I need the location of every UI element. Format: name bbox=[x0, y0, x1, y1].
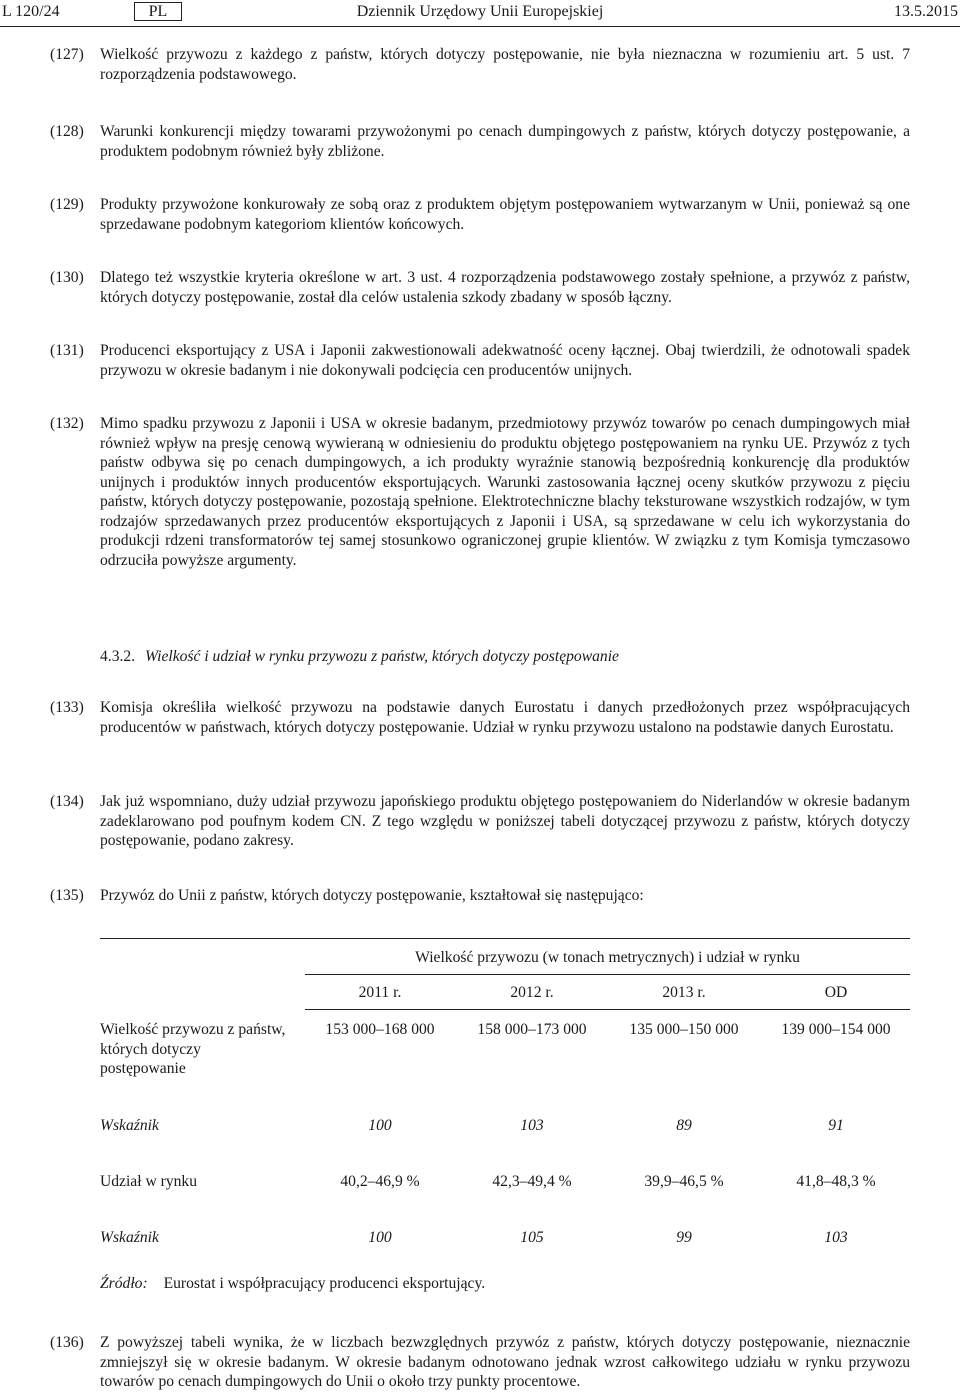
section-number: 4.3.2. bbox=[100, 648, 136, 665]
paragraph-number: (133) bbox=[50, 699, 84, 716]
table-cell: 42,3–49,4 % bbox=[492, 1173, 572, 1190]
page-header bbox=[0, 0, 960, 27]
table-cell: 158 000–173 000 bbox=[477, 1021, 587, 1038]
source-label: Źródło: bbox=[100, 1275, 148, 1292]
paragraph-text: Jak już wspomniano, duży udział przywozu japońskiego produktu objętego postępowaniem do Niderlandów w okresie badanym zadeklarowano pod poufnym kodem CN. Z tego względu w poniższej tabeli dotyczącej przywozu z państw, których dotyczy postępowanie, podano zakresy. bbox=[100, 793, 910, 849]
paragraph-number: (134) bbox=[50, 793, 84, 810]
paragraph-number: (130) bbox=[50, 269, 84, 286]
publication-date: 13.5.2015 bbox=[894, 3, 958, 20]
paragraph-text: Warunki konkurencji między towarami przywożonymi po cenach dumpingowych z państw, których dotyczy postępowanie, a produktem podobnym również były zbliżone. bbox=[100, 123, 910, 160]
table-cell: 99 bbox=[676, 1229, 692, 1246]
paragraph-134 bbox=[50, 792, 910, 851]
paragraph-text: Komisja określiła wielkość przywozu na podstawie danych Eurostatu i danych przedłożonych przez współpracujących producentów w państwach, których dotyczy postępowanie. Udział w rynku przywozu ustalono na podstawie danych Eurostatu. bbox=[100, 699, 910, 736]
paragraph-text: Z powyższej tabeli wynika, że w liczbach bezwzględnych przywóz z państw, których dotyczy postępowanie, nieznacznie zmniejszył się w okresie badanym. W okresie badanym odnotowano jednak wzrost całkowitego udziału w rynku przywozu towarów po cenach dumpingowych do Unii o około trzy punkty procentowe. bbox=[100, 1334, 910, 1390]
paragraph-129 bbox=[50, 195, 910, 234]
paragraph-128 bbox=[50, 122, 910, 161]
paragraph-text: Przywóz do Unii z państw, których dotyczy postępowanie, kształtował się następująco: bbox=[100, 887, 644, 904]
source-text: Eurostat i współpracujący producenci eksportujący. bbox=[163, 1275, 486, 1292]
column-header-2013: 2013 r. bbox=[662, 984, 706, 1001]
paragraph-131 bbox=[50, 341, 910, 380]
paragraph-text: Producenci eksportujący z USA i Japonii zakwestionowali adekwatność oceny łącznej. Obaj twierdzili, że odnotowali spadek przywozu w okresie badanym i nie dokonywali podcięcia cen producentów unijnych. bbox=[100, 342, 910, 379]
column-header-od: OD bbox=[824, 984, 848, 1001]
table-cell: 103 bbox=[824, 1229, 848, 1246]
language-badge: PL bbox=[134, 2, 182, 21]
paragraph-number: (132) bbox=[50, 415, 84, 432]
paragraph-136 bbox=[50, 1333, 910, 1392]
paragraph-132 bbox=[50, 414, 910, 570]
table-caption: Wielkość przywozu (w tonach metrycznych) i udział w rynku bbox=[415, 949, 800, 966]
table-rule bbox=[305, 1009, 910, 1010]
page-reference: L 120/24 bbox=[2, 3, 60, 20]
table-cell: 103 bbox=[520, 1117, 544, 1134]
paragraph-130 bbox=[50, 268, 910, 307]
table-top-rule bbox=[100, 938, 910, 939]
table-cell: 100 bbox=[368, 1117, 392, 1134]
paragraph-number: (129) bbox=[50, 196, 84, 213]
paragraph-number: (127) bbox=[50, 46, 84, 63]
paragraph-text: Dlatego też wszystkie kryteria określone w art. 3 ust. 4 rozporządzenia podstawowego zostały spełnione, a przywóz z państw, których dotyczy postępowanie, został dla celów ustalenia szkody zbadany w sposób łączny. bbox=[100, 269, 910, 306]
paragraph-number: (131) bbox=[50, 342, 84, 359]
table-cell: 91 bbox=[828, 1117, 844, 1134]
table-cell: 100 bbox=[368, 1229, 392, 1246]
section-title: Wielkość i udział w rynku przywozu z państw, których dotyczy postępowanie bbox=[145, 648, 619, 665]
paragraph-number: (128) bbox=[50, 123, 84, 140]
journal-title: Dziennik Urzędowy Unii Europejskiej bbox=[356, 3, 604, 20]
table-cell: 89 bbox=[676, 1117, 692, 1134]
row-label: Wskaźnik bbox=[100, 1117, 159, 1134]
paragraph-text: Wielkość przywozu z każdego z państw, których dotyczy postępowanie, nie była nieznaczna w rozumieniu art. 5 ust. 7 rozporządzenia podstawowego. bbox=[100, 46, 910, 83]
table-cell: 105 bbox=[520, 1229, 544, 1246]
paragraph-127 bbox=[50, 45, 910, 84]
paragraph-number: (135) bbox=[50, 887, 84, 904]
table-cell: 139 000–154 000 bbox=[781, 1021, 891, 1038]
paragraph-133 bbox=[50, 698, 910, 737]
table-cell: 41,8–48,3 % bbox=[796, 1173, 876, 1190]
paragraph-135 bbox=[50, 886, 910, 906]
paragraph-text: Mimo spadku przywozu z Japonii i USA w okresie badanym, przedmiotowy przywóz towarów po cenach dumpingowych miał również wpływ na presję cenową wywieraną w odniesieniu do produktu objętego postępowaniem na rynku UE. Przywóz z tych państw odbywa się po cenach dumpingowych, a ich produkty wyraźnie stanowią bezpośrednią konkurencję dla produktów unijnych i produktów innych producentów eksportujących. Warunki zastosowania łącznej oceny skutków przywozu z pięciu państw, których dotyczy postępowanie, pozostają spełnione. Elektrotechniczne blachy teksturowane wszystkich rodzajów, w tym rodzajów sprzedawanych przez producentów eksportujących z Japonii i USA, są sprzedawane w celu ich wykorzystania do produkcji rdzeni transformatorów tej samej stosunkowo ograniczonej grupie klientów. W związku z tym Komisja tymczasowo odrzuciła powyższe argumenty. bbox=[100, 415, 910, 569]
row-label: Wskaźnik bbox=[100, 1229, 159, 1246]
table-rule bbox=[305, 974, 910, 975]
row-label: Wielkość przywozu z państw, których dotyczy postępowanie bbox=[100, 1021, 286, 1077]
paragraph-number: (136) bbox=[50, 1334, 84, 1351]
table-source bbox=[100, 1274, 485, 1294]
row-label: Udział w rynku bbox=[100, 1173, 198, 1190]
table-cell: 39,9–46,5 % bbox=[644, 1173, 724, 1190]
column-header-2012: 2012 r. bbox=[510, 984, 554, 1001]
section-heading bbox=[100, 647, 619, 667]
table-cell: 40,2–46,9 % bbox=[340, 1173, 420, 1190]
table-cell: 153 000–168 000 bbox=[325, 1021, 435, 1038]
column-header-2011: 2011 r. bbox=[358, 984, 402, 1001]
paragraph-text: Produkty przywożone konkurowały ze sobą oraz z produktem objętym postępowaniem wytwarzanym w Unii, ponieważ są one sprzedawane podobnym kategoriom klientów końcowych. bbox=[100, 196, 910, 233]
table-cell: 135 000–150 000 bbox=[629, 1021, 739, 1038]
